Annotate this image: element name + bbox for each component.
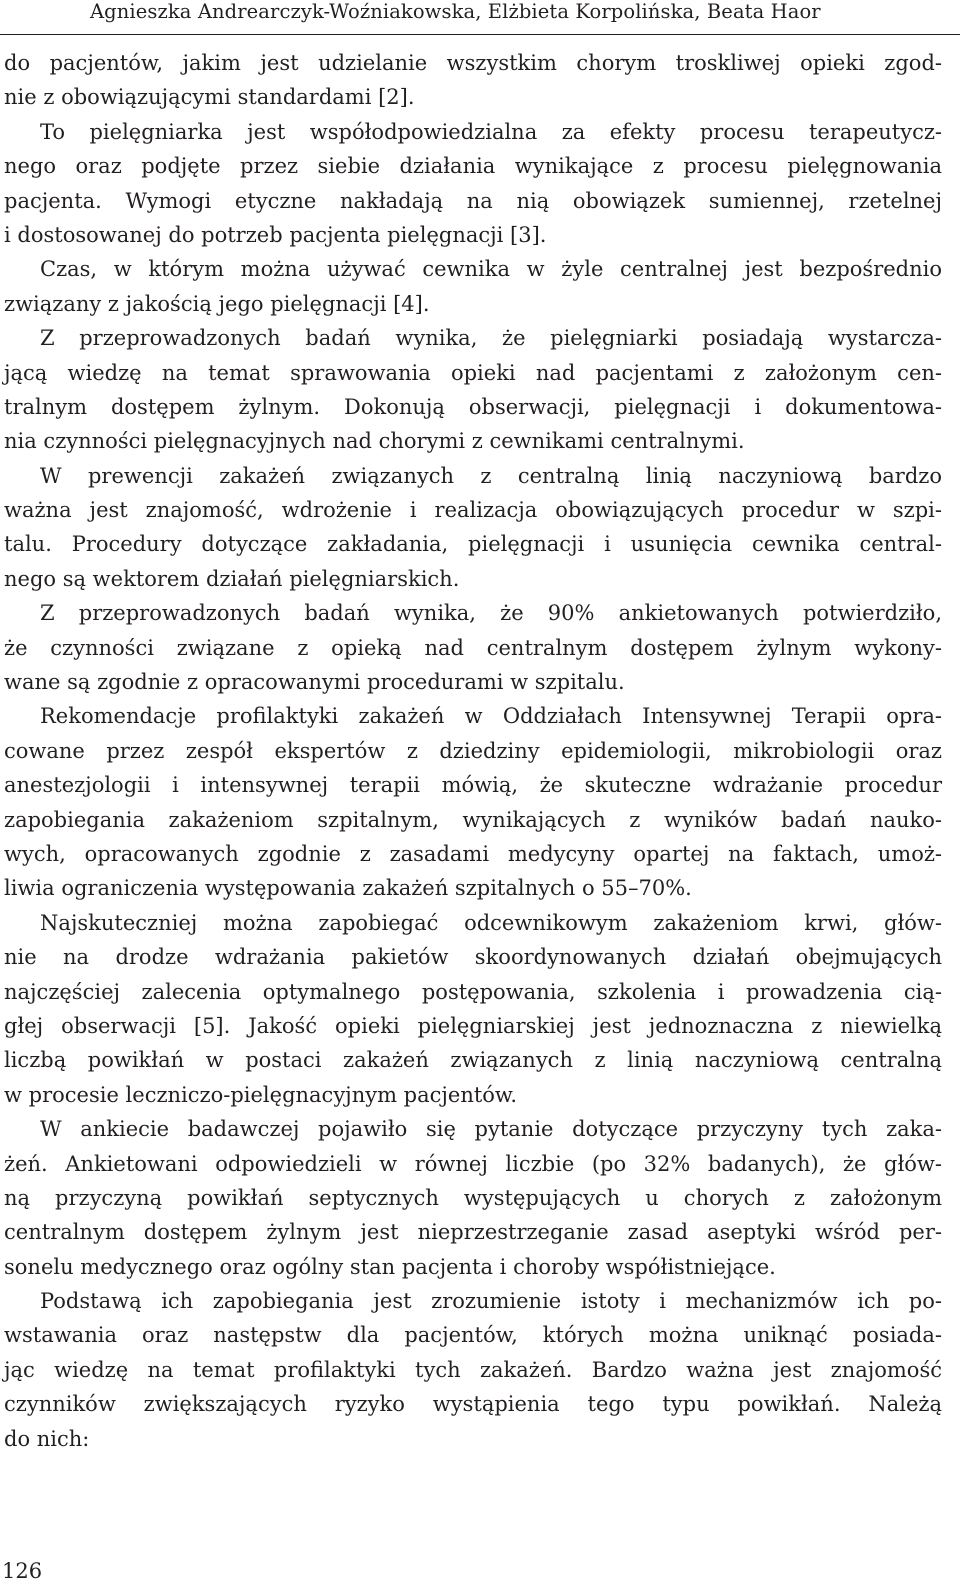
text-line: czynników zwiększających ryzyko wystąpienia tego typu powikłań. Należą xyxy=(4,1392,942,1417)
text-line: Najskuteczniej można zapobiegać odcewnikowym zakażeniom krwi, głów- xyxy=(40,910,942,935)
text-line: Z przeprowadzonych badań wynika, że 90% ankietowanych potwierdziło, xyxy=(40,601,942,626)
text-line: Czas, w którym można używać cewnika w żyle centralnej jest bezpośrednio xyxy=(40,257,942,282)
text-line: W prewencji zakażeń związanych z centralną linią naczyniową bardzo xyxy=(40,463,942,488)
text-line: liczbą powikłań w postaci zakażeń związanych z linią naczyniową centralną xyxy=(4,1048,942,1073)
text-line: sonelu medycznego oraz ogólny stan pacjenta i choroby współistniejące. xyxy=(4,1254,776,1279)
text-line: Rekomendacje profilaktyki zakażeń w Oddziałach Intensywnej Terapii opra- xyxy=(40,704,942,729)
body-text xyxy=(4,46,942,1456)
text-line: Podstawą ich zapobiegania jest zrozumienie istoty i mechanizmów ich po- xyxy=(40,1289,942,1314)
text-line: w procesie leczniczo-pielęgnacyjnym pacjentów. xyxy=(4,1082,518,1107)
running-header: Agnieszka Andrearczyk-Woźniakowska, Elżbieta Korpolińska, Beata Haor xyxy=(90,0,821,23)
text-line: do nich: xyxy=(4,1426,90,1451)
text-line: najczęściej zalecenia optymalnego postępowania, szkolenia i prowadzenia cią- xyxy=(4,979,942,1004)
text-line: pacjenta. Wymogi etyczne nakładają na nią obowiązek sumiennej, rzetelnej xyxy=(4,188,942,213)
text-line: że czynności związane z opieką nad centralnym dostępem żylnym wykony- xyxy=(4,635,942,660)
text-line: wstawania oraz następstw dla pacjentów, których można uniknąć posiada- xyxy=(4,1323,942,1348)
text-line: ną przyczyną powikłań septycznych występujących u chorych z założonym xyxy=(4,1185,942,1210)
page-number: 126 xyxy=(2,1559,43,1583)
text-line: i dostosowanej do potrzeb pacjenta pielęgnacji [3]. xyxy=(4,222,547,247)
text-line: zapobiegania zakażeniom szpitalnym, wynikających z wyników badań nauko- xyxy=(4,807,942,832)
text-line: jącą wiedzę na temat sprawowania opieki nad pacjentami z założonym cen- xyxy=(4,360,942,385)
text-line: ważna jest znajomość, wdrożenie i realizacja obowiązujących procedur w szpi- xyxy=(4,498,942,523)
text-line: cowane przez zespół ekspertów z dziedziny epidemiologii, mikrobiologii oraz xyxy=(4,738,942,763)
text-line: anestezjologii i intensywnej terapii mówią, że skuteczne wdrażanie procedur xyxy=(4,773,942,798)
text-line: W ankiecie badawczej pojawiło się pytanie dotyczące przyczyny tych zaka- xyxy=(40,1117,942,1142)
text-line: związany z jakością jego pielęgnacji [4]. xyxy=(4,291,430,316)
text-line: nie z obowiązującymi standardami [2]. xyxy=(4,85,415,110)
text-line: talu. Procedury dotyczące zakładania, pielęgnacji i usunięcia cewnika central- xyxy=(4,532,942,557)
text-line: wane są zgodnie z opracowanymi procedurami w szpitalu. xyxy=(4,670,625,695)
text-line: żeń. Ankietowani odpowiedzieli w równej liczbie (po 32% badanych), że głów- xyxy=(4,1151,942,1176)
text-line: nie na drodze wdrażania pakietów skoordynowanych działań obejmujących xyxy=(4,945,942,970)
text-line: jąc wiedzę na temat profilaktyki tych zakażeń. Bardzo ważna jest znajomość xyxy=(4,1357,942,1382)
text-line: głej obserwacji [5]. Jakość opieki pielęgniarskiej jest jednoznaczna z niewielką xyxy=(4,1013,942,1038)
text-line: wych, opracowanych zgodnie z zasadami medycyny opartej na faktach, umoż- xyxy=(4,841,942,866)
header-divider xyxy=(0,34,960,35)
text-line: tralnym dostępem żylnym. Dokonują obserwacji, pielęgnacji i dokumentowa- xyxy=(4,394,942,419)
text-line: Z przeprowadzonych badań wynika, że pielęgniarki posiadają wystarcza- xyxy=(40,326,942,351)
text-line: nia czynności pielęgnacyjnych nad chorymi z cewnikami centralnymi. xyxy=(4,429,745,454)
text-line: centralnym dostępem żylnym jest nieprzestrzeganie zasad aseptyki wśród per- xyxy=(4,1220,942,1245)
text-line: nego są wektorem działań pielęgniarskich. xyxy=(4,566,460,591)
text-line: To pielęgniarka jest współodpowiedzialna za efekty procesu terapeutycz- xyxy=(40,119,942,144)
text-line: do pacjentów, jakim jest udzielanie wszystkim chorym troskliwej opieki zgod- xyxy=(4,51,942,75)
text-line: nego oraz podjęte przez siebie działania wynikające z procesu pielęgnowania xyxy=(4,154,942,179)
text-line: liwia ograniczenia występowania zakażeń szpitalnych o 55–70%. xyxy=(4,876,692,901)
